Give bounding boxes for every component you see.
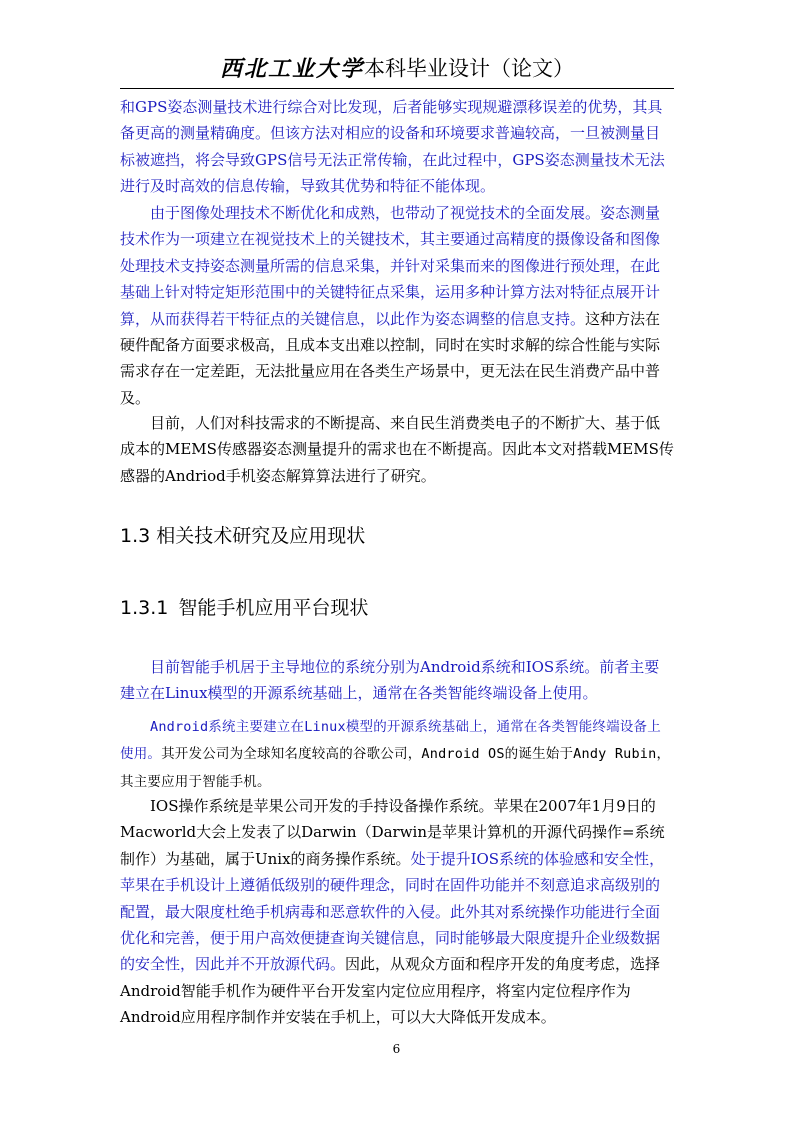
paragraph-gps — [120, 94, 674, 200]
subsection-number: 1.3.1 — [120, 597, 169, 619]
university-logo-text: 西北工业大学 — [219, 56, 364, 82]
paragraph-text: 其开发公司为全球知名度较高的谷歌公司，Android OS的诞生始于Andy Rubin，其主要应用于智能手机。 — [120, 746, 671, 790]
paragraph-vision — [120, 200, 674, 411]
paragraph-text: IOS操作系统是苹果公司开发的手持设备操作系统。苹果在2007年1月9日的Macworld大会上发表了以Darwin（Darwin是苹果计算机的开源代码操作=系统制作）为基础，属于Unix的商务操作系统。 — [120, 797, 665, 868]
header-title: 本科毕业设计（论文） — [364, 56, 574, 81]
paragraph-text: 目前，人们对科技需求的不断提高、来自民生消费类电子的不断扩大、基于低成本的MEMS传感器姿态测量提升的需求也在不断提高。因此本文对搭载MEMS传感器的Andriod手机姿态解算算法进行了研究。 — [120, 414, 674, 485]
paragraph-text: 目前智能手机居于主导地位的系统分别为Android系统和IOS系统。前者主要建立在Linux模型的开源系统基础上，通常在各类智能终端设备上使用。 — [120, 658, 660, 703]
paragraph-text: 和GPS姿态测量技术进行综合对比发现，后者能够实现规避漂移误差的优势，其具备更高的测量精确度。但该方法对相应的设备和环境要求普遍较高，一旦被测量目标被遮挡，将会导致GPS信号无法正常传输，在此过程中，GPS姿态测量技术无法进行及时高效的信息传输，导致其优势和特征不能体现。 — [120, 98, 665, 196]
paragraph-text: 这种方法在硬件配备方面要求极高，且成本支出难以控制，同时在实时求解的综合性能与实际需求存在一定差距，无法批量应用在各类生产场景中，更无法在民生消费产品中普及。 — [120, 309, 661, 407]
subsection-heading-1-3-1 — [120, 594, 674, 622]
subsection-title: 智能手机应用平台现状 — [178, 597, 369, 619]
paragraph-ios — [120, 793, 674, 1031]
paragraph-text: Android系统主要建立在Linux模型的开源系统基础上，通常在各类智能终端设备上使用。 — [120, 719, 661, 763]
paragraph-platforms — [120, 654, 674, 707]
paragraph-text: 因此，从观众方面和程序开发的角度考虑，选择Android智能手机作为硬件平台开发室内定位应用程序，将室内定位程序作为Android应用程序制作并安装在手机上，可以大大降低开发成本。 — [120, 955, 661, 1027]
page-header — [120, 52, 674, 89]
paragraph-android — [120, 713, 674, 795]
paragraph-mems — [120, 410, 674, 489]
paragraph-text: 由于图像处理技术不断优化和成熟，也带动了视觉技术的全面发展。姿态测量技术作为一项建立在视觉技术上的关键技术，其主要通过高精度的摄像设备和图像处理技术支持姿态测量所需的信息采集，并针对采集而来的图像进行预处理，在此基础上针对特定矩形范围中的关键特征点采集，运用多种计算方法对特征点展开计算，从而获得若干特征点的关键信息，以此作为姿态调整的信息支持。 — [120, 204, 661, 328]
page-number: 6 — [392, 1042, 401, 1056]
section-heading-1-3: 1.3 相关技术研究及应用现状 — [120, 525, 366, 547]
paragraph-text: 处于提升IOS系统的体验感和安全性，苹果在手机设计上遵循低级别的硬件理念，同时在固件功能并不刻意追求高级别的配置，最大限度杜绝手机病毒和恶意软件的入侵。此外其对系统操作功能进行全面优化和完善，便于用户高效便捷查询关键信息，同时能够最大限度提升企业级数据的安全性，因此并不开放源代码。 — [120, 849, 665, 974]
